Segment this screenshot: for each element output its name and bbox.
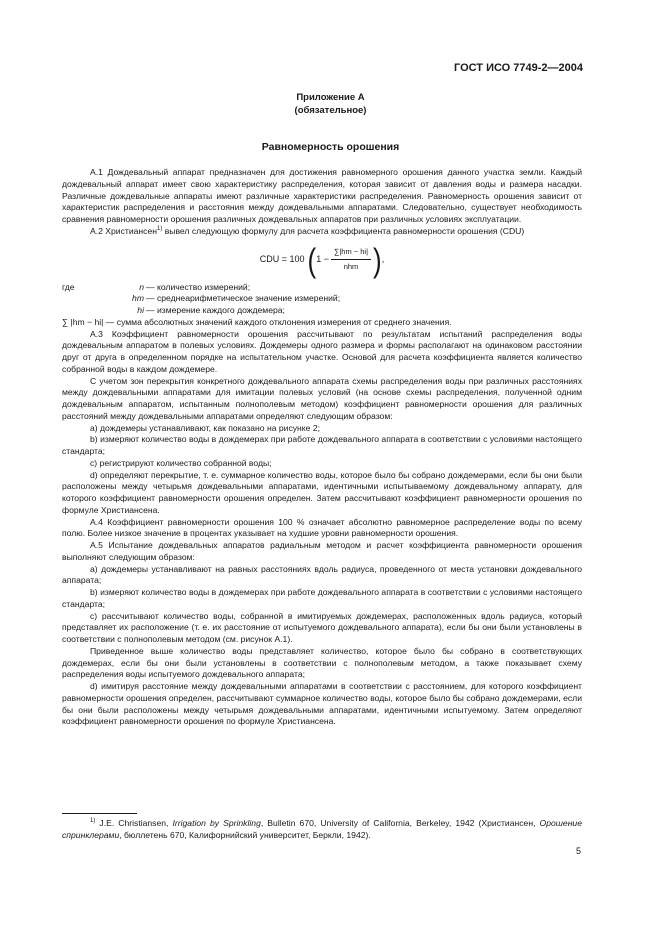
footnote-author: J.E. Christiansen, — [95, 818, 173, 828]
formula-denominator: nhm — [343, 262, 359, 271]
formula-comma: , — [381, 253, 385, 264]
annex-status: (обязательное) — [294, 105, 367, 116]
definition-text: — количество измерений; — [146, 281, 251, 292]
paragraph-a2 — [62, 226, 582, 238]
list-item: b) измеряют количество воды в дождемерах при работе дождевального аппарата в соответствии с условиями настоящего стандарта; — [62, 587, 582, 609]
footnote-title-ru: Орошение спринклерами — [62, 818, 582, 840]
definition-text: — измерение каждого дождемера; — [146, 305, 285, 315]
definition-symbol: hm — [132, 293, 144, 304]
list-item: d) имитируя расстояние между дождевальными аппаратами в соответствии с расстоянием, для которого коэффициент равномерности орошения определен, рассчитывают суммарное количество воды, которое было бы собрано дождемерами, если бы они были расположены между четырьмя дождевальными аппаратами, идентичными испытуемому. Затем определяют коэффициент равномерности орошения по формуле Христиансена. — [62, 681, 582, 727]
footnote-separator — [62, 813, 137, 814]
document-body — [62, 167, 582, 728]
formula-fraction — [331, 246, 371, 273]
definition-text: — среднеарифметическое значение измерений; — [146, 293, 341, 304]
formula-numerator: ∑|hm − hi| — [331, 246, 371, 260]
definition-row — [62, 293, 582, 305]
formula-one-minus: 1 − — [316, 253, 329, 264]
definition-where: где — [62, 281, 75, 292]
list-item: b) измеряют количество воды в дождемерах при работе дождевального аппарата в соответствии с условиями настоящего стандарта; — [62, 434, 582, 456]
definition-sum: ∑ |hm − hi| — сумма абсолютных значений каждого отклонения измерения от среднего значения. — [62, 316, 452, 327]
footnote-end: , бюллетень 670, Калифорнийский университет, Беркли, 1942). — [119, 830, 371, 840]
list-item: с) регистрируют количество собранной воды; — [90, 457, 272, 468]
formula-close-paren: ) — [373, 240, 382, 279]
footnote-mark: 1) — [90, 818, 96, 825]
document-code-header: ГОСТ ИСО 7749-2—2004 — [453, 62, 583, 74]
section-title: Равномерность орошения — [261, 141, 400, 153]
paragraph-a5-continued: Приведенное выше количество воды представляет количество, которое было бы собрано в соответствующих дождемерах, если бы они были установлены в соответствии с полнополевым методом, а также показывает схему распределения воды испытуемого дождевального аппарата; — [62, 645, 582, 680]
paragraph-a3: А.3 Коэффициент равномерности орошения рассчитывают по результатам испытаний распределения воды дождевальным аппаратом в полевых условиях. Дождемеры одного размера и формы располагают на одинаковом расстоянии друг от друга в определенном порядке на испытательном участке. Основой для расчета коэффициента является количество собранной воды в каждом дождемере. — [62, 328, 582, 374]
paragraph-a1: А.1 Дождевальный аппарат предназначен для достижения равномерного орошения данного участка земли. Каждый дождевальный аппарат имеет свою характеристику распределения, которая зависит от давления воды и размера насадки. Различные дождевальные аппараты имеют различные характеристики распределения. Равномерность орошения зависит от характеристик распределения и расстояния между дождевальными аппаратами. Следовательно, существует необходимость сравнения равномерности орошения различных дождевальных аппаратов при различных условиях эксплуатации. — [62, 167, 582, 224]
footnote-reference: 1) — [156, 225, 163, 232]
definition-symbol: hi — [137, 305, 144, 315]
formula-lhs: CDU = 100 — [259, 253, 305, 264]
footnote-publisher: , Bulletin 670, University of California, Berkeley, 1942 (Христиансен, — [260, 818, 540, 828]
definition-row — [62, 305, 582, 317]
page-number: 5 — [575, 846, 581, 856]
cdu-formula — [62, 238, 582, 282]
annex-title: Приложение А — [296, 92, 365, 103]
list-item: а) дождемеры устанавливают на равных расстояниях вдоль радиуса, проведенного от места установки дождевального аппарата; — [62, 563, 582, 586]
definition-symbol: n — [139, 281, 144, 292]
list-item: а) дождемеры устанавливают, как показано на рисунке 2; — [90, 422, 320, 433]
formula-open-paren: ( — [307, 240, 317, 279]
list-item: с) рассчитывают количество воды, собранной в имитируемых дождемерах, расположенных вдоль радиуса, который представляет их расположение (т. е. их расстояние от испытуемого дождевального аппарата), если бы они были установлены в соответствии с полнополевым методом (см. рисунок А.1). — [62, 610, 582, 644]
paragraph-a2-start: А.2 Христиансен — [90, 225, 157, 236]
definition-row — [62, 282, 582, 294]
footnote-title-en: Irrigation by Sprinkling — [172, 818, 261, 828]
paragraph-a3-continued: С учетом зон перекрытия конкретного дождевального аппарата схемы распределения воды при различных расстояниях между дождевальными аппаратами для имитации полевых условий (на основе схемы распределения, полученной одним дождевальным аппаратом, испытанным полнополевым методом) коэффициент равномерности орошения для различных расстояний между дождевальными аппаратами определяют следующим образом: — [62, 375, 582, 421]
list-item: d) определяют перекрытие, т. е. суммарное количество воды, которое было бы собрано дождемерами, если бы они были расположены между четырьмя дождевальными аппаратами, идентичными испытываемому дождевальному аппарату, для которого коэффициент равномерности орошения определен. Затем рассчитывают коэффициент равномерности орошения по формуле Христиансена. — [62, 469, 582, 515]
paragraph-a5: А.5 Испытание дождевальных аппаратов радиальным методом и расчет коэффициента равномерности орошения выполняют следующим образом: — [62, 540, 582, 562]
annex-heading — [0, 91, 661, 117]
footnote — [62, 817, 582, 841]
paragraph-a4: А.4 Коэффициент равномерности орошения 100 % означает абсолютно равномерное распределение воды по всему полю. Более низкое значение в процентах указывает на худшие уровни равномерности орошения. — [62, 516, 582, 539]
paragraph-a2-end: вывел следующую формулу для расчета коэффициента равномерности орошения (CDU) — [162, 225, 525, 236]
formula-definitions — [62, 282, 582, 329]
